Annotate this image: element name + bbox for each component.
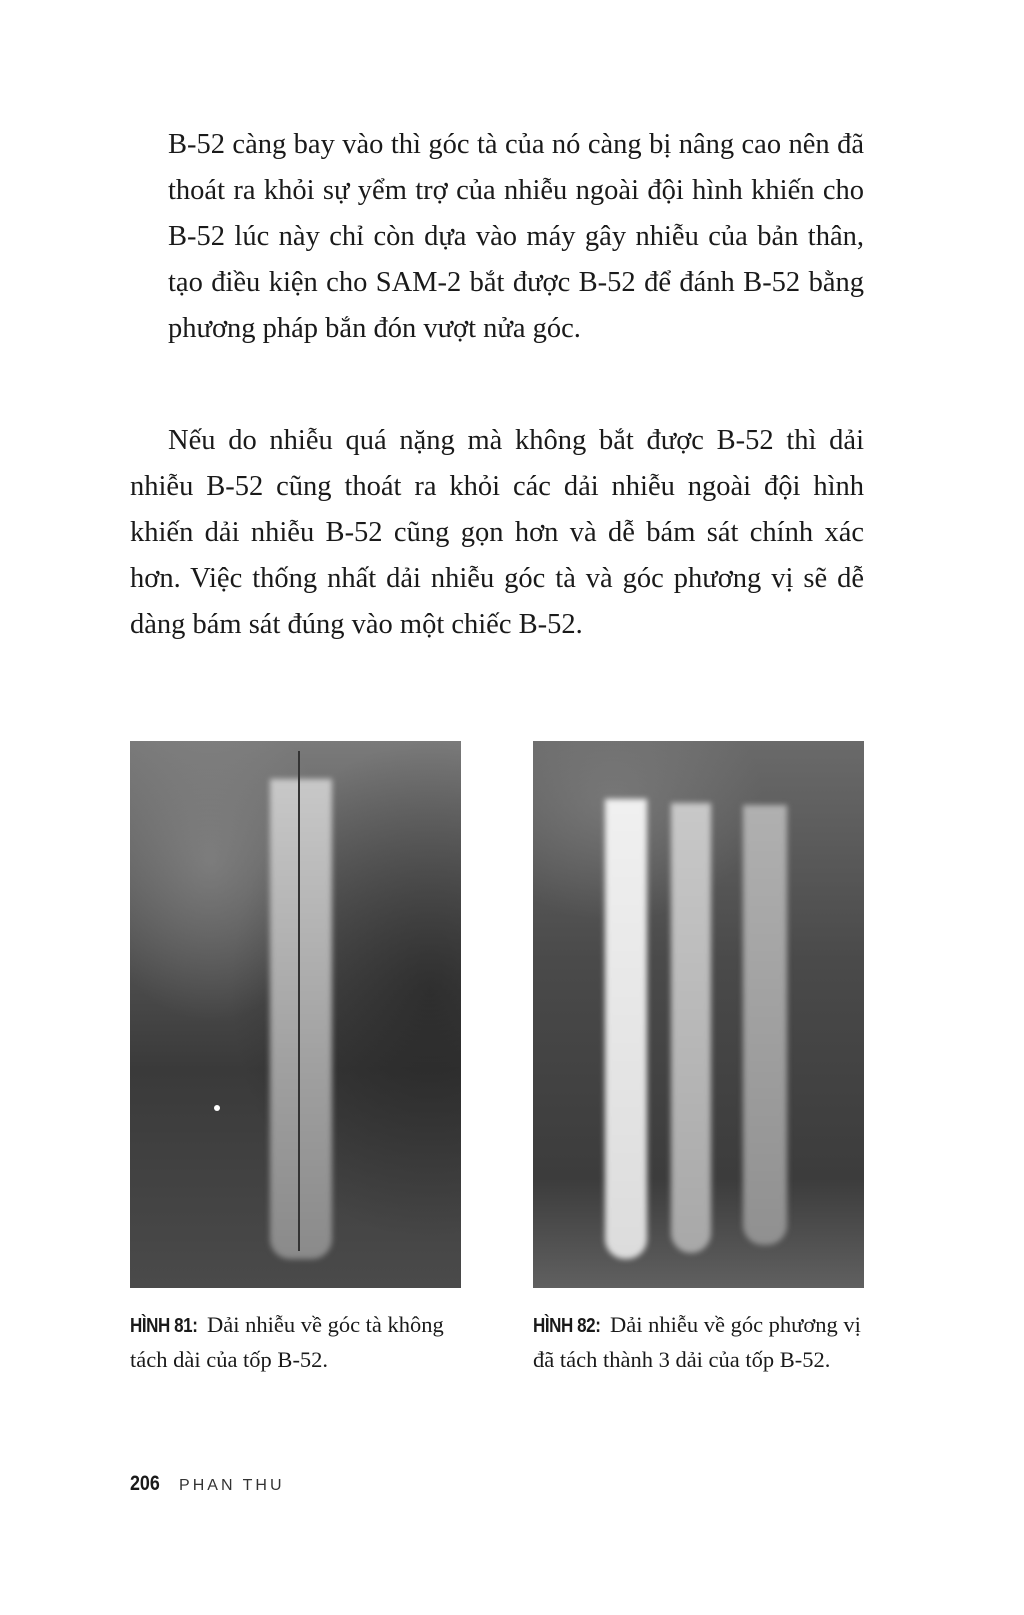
- page-number: 206: [130, 1472, 160, 1495]
- figure-82-caption-text: Dải nhiễu về góc phương vị đã tách thành 3 dải của tốp B-52.: [533, 1312, 861, 1372]
- figure-82-caption: [533, 1308, 863, 1377]
- body-paragraph-1: B-52 càng bay vào thì góc tà của nó càng bị nâng cao nên đã thoát ra khỏi sự yểm trợ của nhiễu ngoài đội hình khiến cho B-52 lúc này chỉ còn dựa vào máy gây nhiễu của bản thân, tạo điều kiện cho SAM-2 bắt được B-52 để đánh B-52 bằng phương pháp bắn đón vượt nửa góc.: [168, 129, 864, 344]
- figure-81-photo: [130, 741, 461, 1288]
- figure-81-caption-text: Dải nhiễu về góc tà không tách dài của tốp B-52.: [130, 1312, 444, 1372]
- running-author: PHAN THU: [179, 1477, 285, 1494]
- figure-81-caption: [130, 1308, 460, 1377]
- figure-82-photo: [533, 741, 864, 1288]
- figure-82-label: HÌNH 82:: [533, 1315, 601, 1337]
- body-paragraph-2: Nếu do nhiễu quá nặng mà không bắt được B-52 thì dải nhiễu B-52 cũng thoát ra khỏi các dải nhiễu ngoài đội hình khiến dải nhiễu B-52 cũng gọn hơn và dễ bám sát chính xác hơn. Việc thống nhất dải nhiễu góc tà và góc phương vị sẽ dễ dàng bám sát đúng vào một chiếc B-52.: [130, 425, 864, 640]
- figure-81-label: HÌNH 81:: [130, 1315, 198, 1337]
- page-footer: [130, 1472, 285, 1496]
